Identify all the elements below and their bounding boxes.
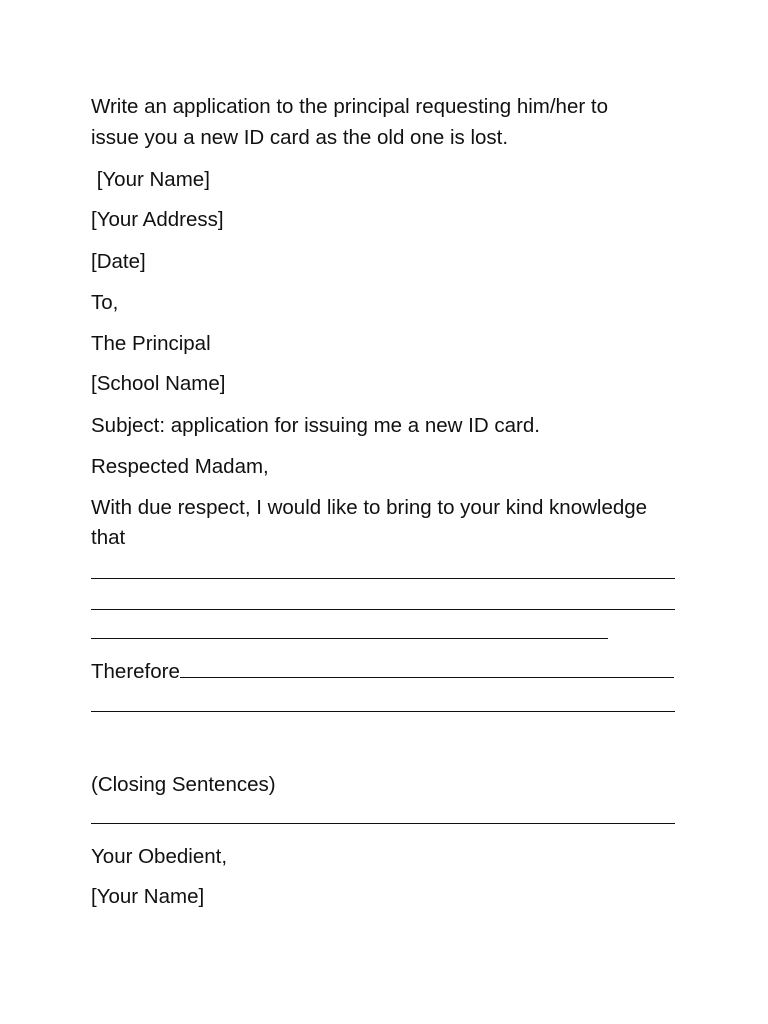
body-intro-line-2: that — [91, 526, 126, 549]
subject-line: Subject: application for issuing me a new ID card. — [91, 414, 540, 437]
therefore-line — [91, 656, 674, 687]
recipient-school: [School Name] — [91, 372, 226, 395]
prompt-line-1: Write an application to the principal requesting him/her to — [91, 95, 608, 118]
recipient-to: To, — [91, 291, 119, 314]
recipient-title: The Principal — [91, 332, 211, 355]
sender-name: [Your Name] — [91, 168, 210, 191]
prompt-line-2: issue you a new ID card as the old one is lost. — [91, 126, 509, 149]
body-intro-line-1: With due respect, I would like to bring to your kind knowledge — [91, 496, 648, 519]
fill-in-blank-line — [91, 638, 608, 639]
fill-in-blank-line — [91, 578, 675, 579]
salutation: Respected Madam, — [91, 455, 269, 478]
signoff-name: [Your Name] — [91, 885, 205, 908]
signoff-closing: Your Obedient, — [91, 845, 228, 868]
fill-in-blank-line — [91, 711, 675, 712]
closing-sentences-placeholder: (Closing Sentences) — [91, 773, 276, 796]
therefore-label: Therefore — [91, 660, 180, 683]
fill-in-blank-line — [180, 677, 674, 678]
fill-in-blank-line — [91, 609, 675, 610]
letter-date: [Date] — [91, 250, 146, 273]
sender-address: [Your Address] — [91, 208, 224, 231]
fill-in-blank-line — [91, 823, 675, 824]
